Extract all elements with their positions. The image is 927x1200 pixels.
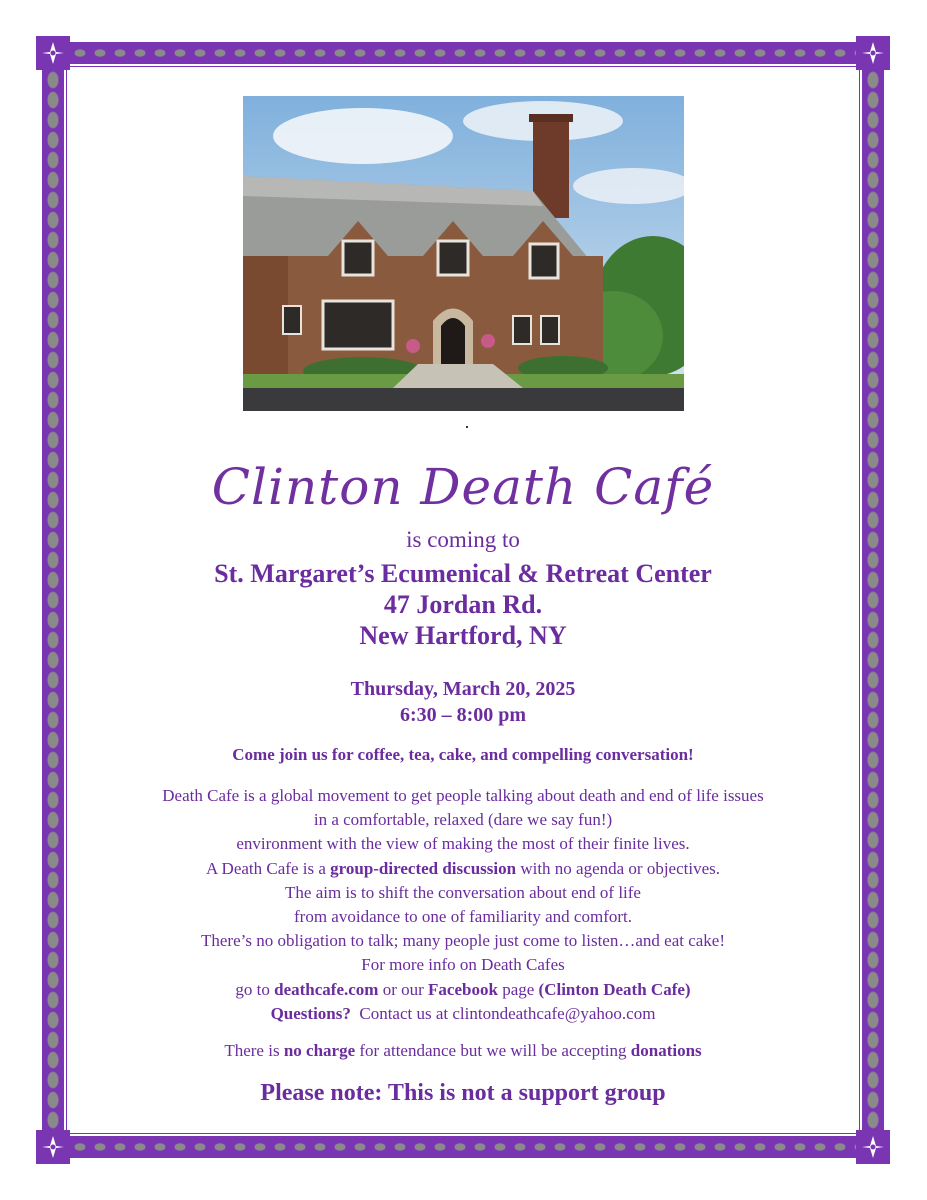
desc-line: There’s no obligation to talk; many people just come to listen…and eat cake! xyxy=(200,931,726,951)
coming-to-text: is coming to xyxy=(406,527,520,552)
desc-line: in a comfortable, relaxed (dare we say fun!) xyxy=(313,810,613,830)
desc-line xyxy=(70,857,856,881)
border-left xyxy=(42,70,64,1136)
event-date: Thursday, March 20, 2025 xyxy=(350,678,576,700)
desc-text: go to xyxy=(235,979,275,999)
desc-line xyxy=(70,1002,856,1026)
desc-text: A Death Cafe is a xyxy=(205,858,331,878)
event-title: Clinton Death Café xyxy=(211,458,715,516)
venue-name: St. Margaret’s Ecumenical & Retreat Center xyxy=(214,559,712,588)
border-bottom xyxy=(70,1136,856,1158)
desc-text: or our xyxy=(378,979,429,999)
desc-line: For more info on Death Cafes xyxy=(361,955,565,975)
event-time: 6:30 – 8:00 pm xyxy=(399,704,527,726)
date-block xyxy=(70,676,856,728)
support-group-note: Please note: This is not a support group xyxy=(260,1080,666,1106)
desc-line: environment with the view of making the most of their finite lives. xyxy=(236,834,690,854)
desc-line xyxy=(70,978,856,1002)
desc-text: with no agenda or objectives. xyxy=(516,858,721,878)
desc-line: from avoidance to one of familiarity and comfort. xyxy=(294,907,632,927)
charge-text xyxy=(70,1040,856,1062)
venue-street: 47 Jordan Rd. xyxy=(383,590,543,619)
venue-city: New Hartford, NY xyxy=(359,621,567,650)
border-top xyxy=(70,42,856,64)
donations-bold: donations xyxy=(630,1041,702,1060)
desc-line: Death Cafe is a global movement to get people talking about death and end of life issues xyxy=(162,786,764,805)
desc-text: page xyxy=(497,979,539,999)
facebook-page-name: (Clinton Death Cafe) xyxy=(538,979,691,999)
deathcafe-link[interactable]: deathcafe.com xyxy=(274,979,379,999)
charge-part: for attendance but we will be accepting xyxy=(355,1041,631,1060)
building-photo xyxy=(243,96,684,411)
border-right xyxy=(862,70,884,1136)
corner-ornament-icon xyxy=(36,36,70,70)
facebook-link[interactable]: Facebook xyxy=(428,979,498,999)
corner-ornament-icon xyxy=(36,1130,70,1164)
venue-block xyxy=(70,558,856,651)
charge-part: There is xyxy=(224,1041,284,1060)
dot-mark xyxy=(466,426,468,428)
description-block xyxy=(70,784,856,1026)
corner-ornament-icon xyxy=(856,36,890,70)
invite-text: Come join us for coffee, tea, cake, and compelling conversation! xyxy=(232,745,694,764)
desc-bold: group-directed discussion xyxy=(330,858,517,878)
contact-email[interactable]: Contact us at clintondeathcafe@yahoo.com xyxy=(350,1003,656,1023)
corner-ornament-icon xyxy=(856,1130,890,1164)
no-charge-bold: no charge xyxy=(283,1041,356,1060)
desc-line: The aim is to shift the conversation about end of life xyxy=(285,882,641,902)
questions-label: Questions? xyxy=(270,1003,351,1023)
